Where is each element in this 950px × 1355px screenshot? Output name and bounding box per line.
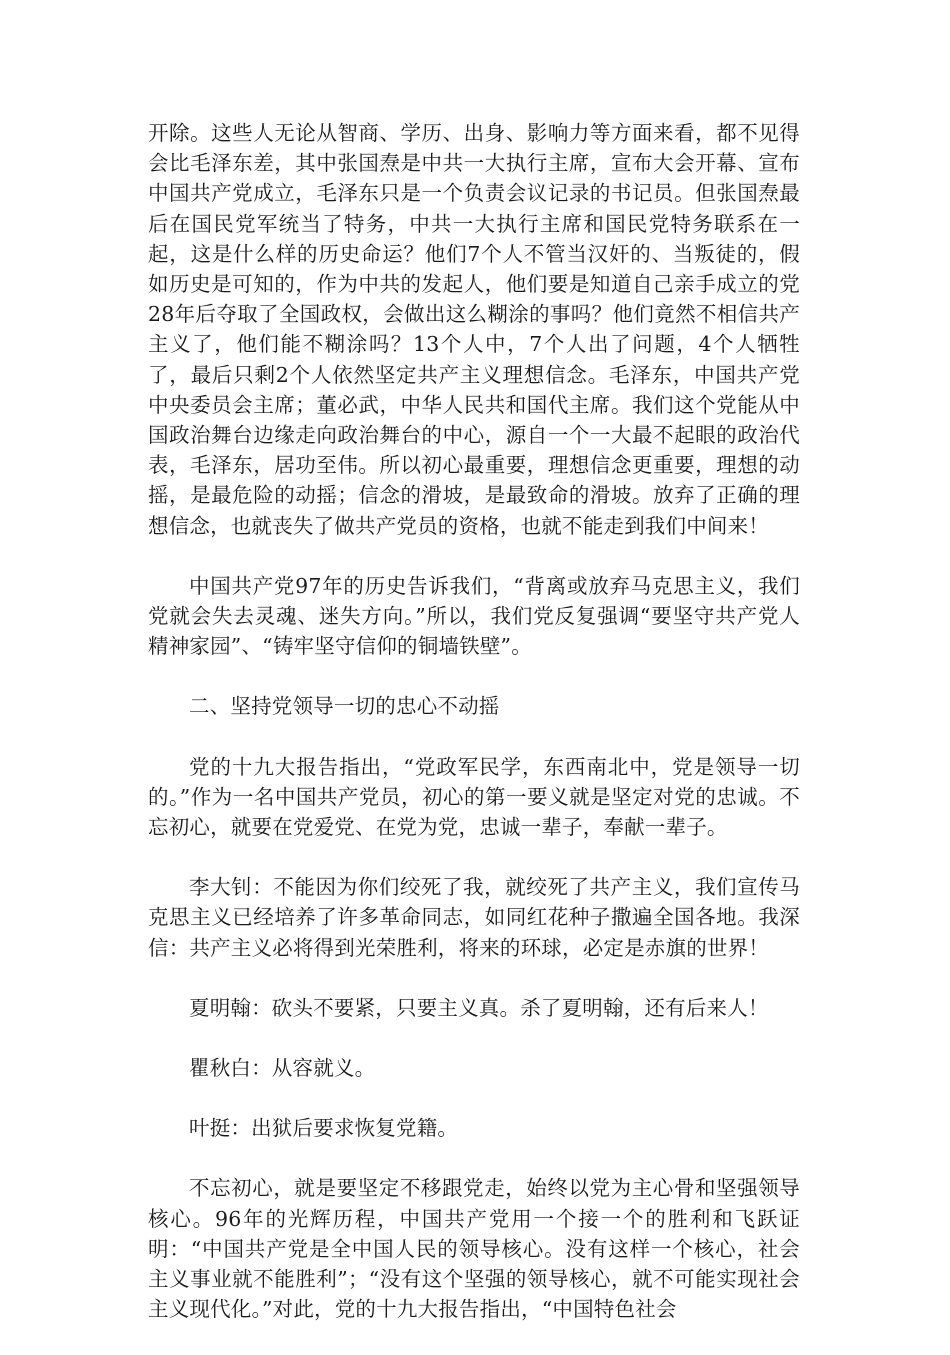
paragraph-xia-minghan: 夏明翰：砍头不要紧，只要主义真。杀了夏明翰，还有后来人！	[189, 995, 769, 1020]
paragraph-leadership-core: 不忘初心，就是要坚定不移跟党走，始终以党为主心骨和坚强领导核心。96年的光辉历程，中国共产党用一个接一个的胜利和飞跃证明：“中国共产党是全中国人民的领导核心。没有这样一个核心，社会主义事业就不能胜利”；“没有这个坚强的领导核心，就不可能实现社会主义现代化。”对此，党的十九大报告指出，“中国特色社会	[148, 1176, 800, 1322]
paragraph-li-dazhao: 李大钊：不能因为你们绞死了我，就绞死了共产主义，我们宣传马克思主义已经培养了许多革命同志，如同红花种子撒遍全国各地。我深信：共产主义必将得到光荣胜利，将来的环球，必定是赤旗的世界！	[148, 875, 800, 960]
paragraph-party-history: 中国共产党97年的历史告诉我们，“背离或放弃马克思主义，我们党就会失去灵魂、迷失方向。”所以，我们党反复强调“要坚守共产党人精神家园”、“铸牢坚守信仰的铜墙铁壁”。	[148, 573, 800, 659]
paragraph-qu-qiubai: 瞿秋白：从容就义。	[189, 1056, 376, 1081]
document-page	[148, 118, 800, 1355]
paragraph-ye-ting: 叶挺：出狱后要求恢复党籍。	[189, 1116, 459, 1141]
section-heading: 二、坚持党领导一切的忠心不动摇	[189, 694, 500, 719]
paragraph-nineteenth-report: 党的十九大报告指出，“党政军民学，东西南北中，党是领导一切的。”作为一名中国共产党员，初心的第一要义就是坚定对党的忠诚。不忘初心，就要在党爱党、在党为党，忠诚一辈子，奉献一辈子。	[148, 754, 800, 840]
paragraph-continuation: 开除。这些人无论从智商、学历、出身、影响力等方面来看，都不见得会比毛泽东差，其中张国焘是中共一大执行主席，宣布大会开幕、宣布中国共产党成立，毛泽东只是一个负责会议记录的书记员。但张国焘最后在国民党军统当了特务，中共一大执行主席和国民党特务联系在一起，这是什么样的历史命运？他们7个人不管当汉奸的、当叛徒的，假如历史是可知的，作为中共的发起人，他们要是知道自己亲手成立的党28年后夺取了全国政权，会做出这么糊涂的事吗？他们竟然不相信共产主义了，他们能不糊涂吗？13个人中，7个人出了问题，4个人牺牲了，最后只剩2个人依然坚定共产主义理想信念。毛泽东，中国共产党中央委员会主席；董必武，中华人民共和国代主席。我们这个党能从中国政治舞台边缘走向政治舞台的中心，源自一个一大最不起眼的政治代表，毛泽东，居功至伟。所以初心最重要，理想信念更重要，理想的动摇，是最危险的动摇；信念的滑坡，是最致命的滑坡。放弃了正确的理想信念，也就丧失了做共产党员的资格，也就不能走到我们中间来！	[148, 121, 800, 538]
